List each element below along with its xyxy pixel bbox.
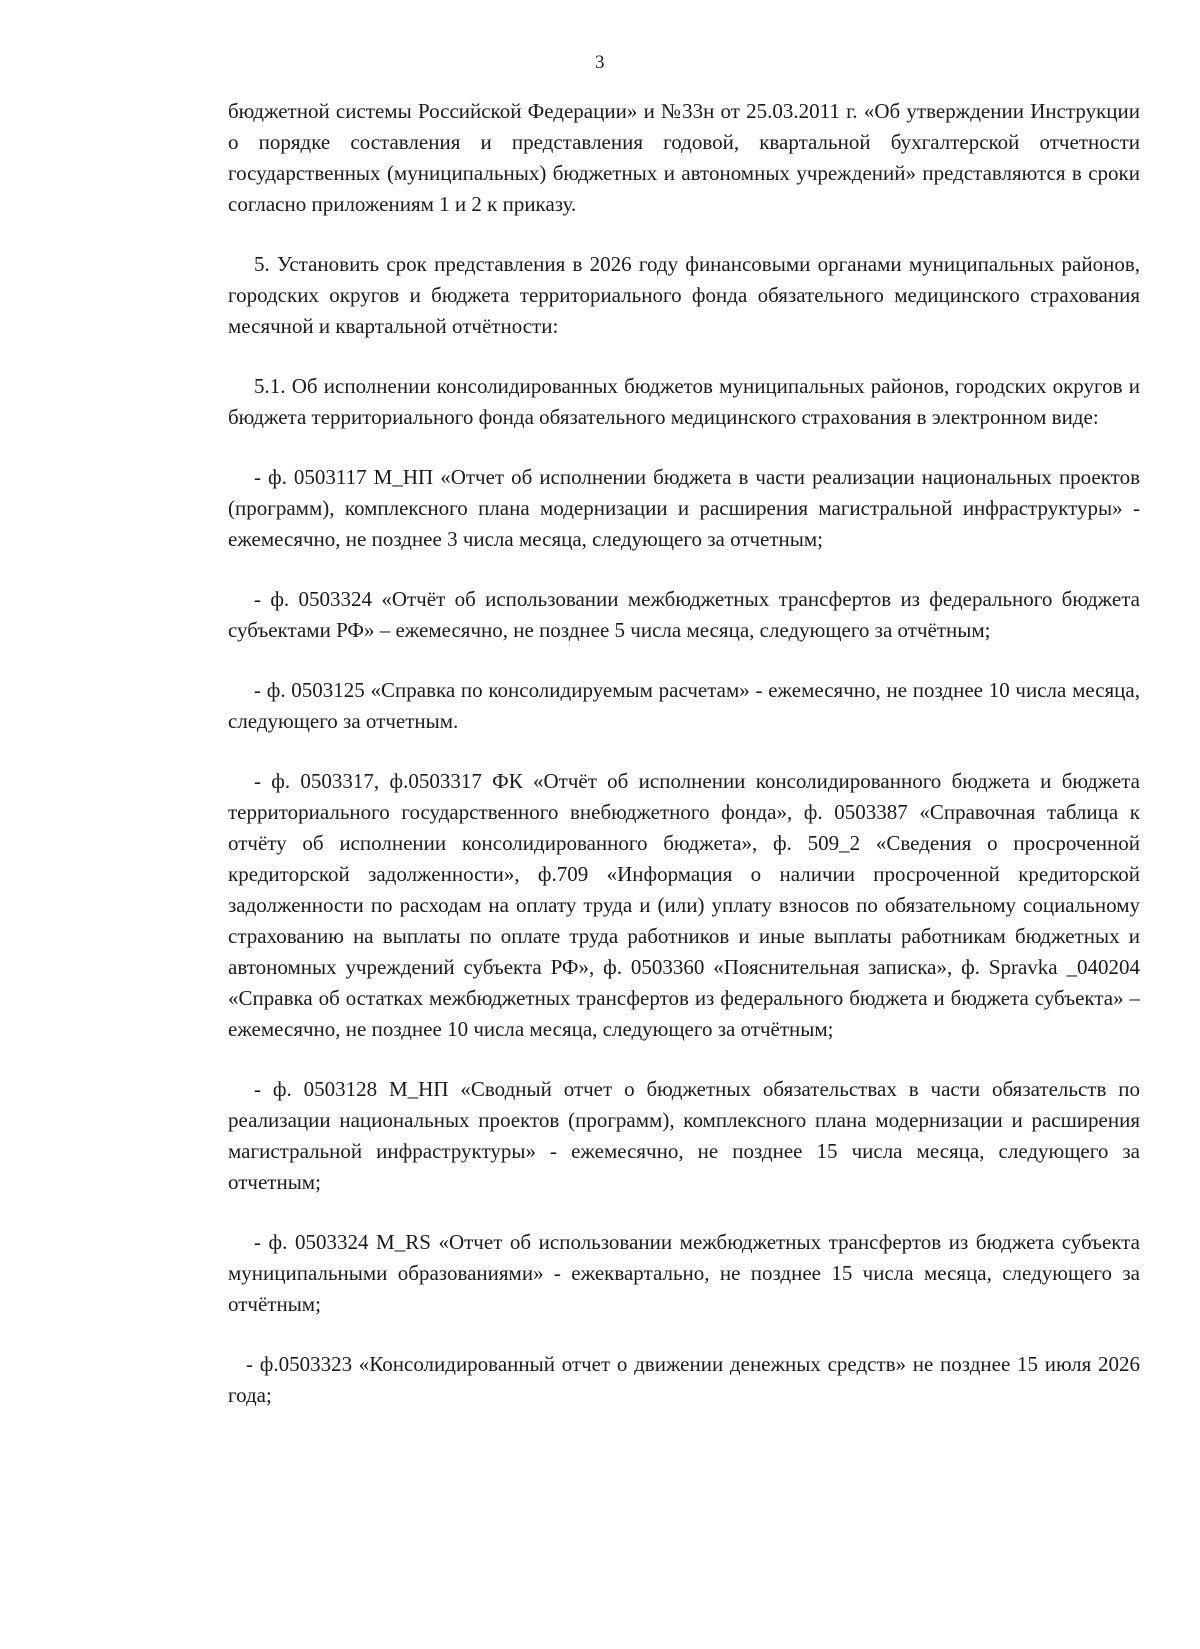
document-body bbox=[228, 96, 1140, 1411]
list-item-form-0503324: - ф. 0503324 «Отчёт об использовании межбюджетных трансфертов из федерального бюджета субъектами РФ» – ежемесячно, не позднее 5 числа месяца, следующего за отчётным; bbox=[228, 587, 1140, 642]
list-item-form-0503125: - ф. 0503125 «Справка по консолидируемым расчетам» - ежемесячно, не позднее 10 числа месяца, следующего за отчетным. bbox=[228, 678, 1140, 733]
paragraph-item-5-1: 5.1. Об исполнении консолидированных бюджетов муниципальных районов, городских округов и бюджета территориального фонда обязательного медицинского страхования в электронном виде: bbox=[228, 374, 1140, 429]
list-item-form-0503117: - ф. 0503117 М_НП «Отчет об исполнении бюджета в части реализации национальных проектов (программ), комплексного плана модернизации и расширения магистральной инфраструктуры» - ежемесячно, не позднее 3 числа месяца, следующего за отчетным; bbox=[228, 465, 1140, 551]
paragraph-item-5: 5. Установить срок представления в 2026 году финансовыми органами муниципальных районов, городских округов и бюджета территориального фонда обязательного медицинского страхования месячной и квартальной отчётности: bbox=[228, 252, 1140, 338]
page-number: 3 bbox=[595, 52, 605, 73]
list-item-form-0503128: - ф. 0503128 М_НП «Сводный отчет о бюджетных обязательствах в части обязательств по реализации национальных проектов (программ), комплексного плана модернизации и расширения магистральной инфраструктуры» - ежемесячно, не позднее 15 числа месяца, следующего за отчетным; bbox=[228, 1077, 1140, 1194]
list-item-form-0503317: - ф. 0503317, ф.0503317 ФК «Отчёт об исполнении консолидированного бюджета и бюджета территориального государственного внебюджетного фонда», ф. 0503387 «Справочная таблица к отчёту об исполнении консолидированного бюджета», ф. 509_2 «Сведения о просроченной кредиторской задолженности», ф.709 «Информация о наличии просроченной кредиторской задолженности по расходам на оплату труда и (или) уплату взносов по обязательному социальному страхованию на выплаты по оплате труда работников и иные выплаты работникам бюджетных и автономных учреждений субъекта РФ», ф. 0503360 «Пояснительная записка», ф. Spravka _040204 «Справка об остатках межбюджетных трансфертов из федерального бюджета и бюджета субъекта» – ежемесячно, не позднее 10 числа месяца, следующего за отчётным; bbox=[228, 769, 1140, 1041]
list-item-form-0503323: - ф.0503323 «Консолидированный отчет о движении денежных средств» не позднее 15 июля 2026 года; bbox=[228, 1352, 1140, 1407]
paragraph-continuation: бюджетной системы Российской Федерации» и №33н от 25.03.2011 г. «Об утверждении Инструкции о порядке составления и представления годовой, квартальной бухгалтерской отчетности государственных (муниципальных) бюджетных и автономных учреждений» представляются в сроки согласно приложениям 1 и 2 к приказу. bbox=[228, 99, 1140, 216]
list-item-form-0503324-rs: - ф. 0503324 М_RS «Отчет об использовании межбюджетных трансфертов из бюджета субъекта муниципальными образованиями» - ежеквартально, не позднее 15 числа месяца, следующего за отчётным; bbox=[228, 1230, 1140, 1316]
